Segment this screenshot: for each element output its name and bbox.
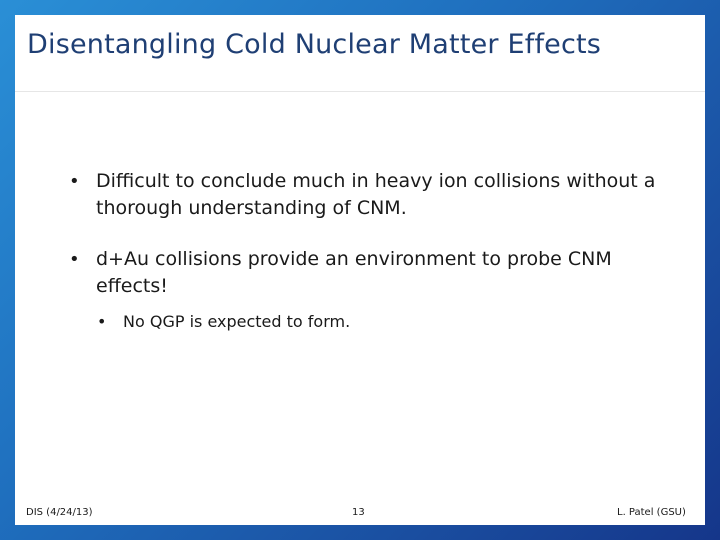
- slide-number: 13: [352, 507, 365, 518]
- bullet-dot-icon: •: [69, 249, 80, 270]
- slide-title: Disentangling Cold Nuclear Matter Effects: [27, 29, 602, 60]
- sub-bullet-item-1: [97, 311, 623, 333]
- bullet-text-1: Difficult to conclude much in heavy ion collisions without a thorough understanding of CNM.: [96, 170, 656, 219]
- footer-right-text: L. Patel (GSU): [617, 507, 686, 518]
- bullet-dot-icon: •: [97, 312, 107, 331]
- bullet-dot-icon: •: [69, 171, 80, 192]
- bullet-item-1: [69, 168, 666, 222]
- footer-left-text: DIS (4/24/13): [26, 507, 93, 518]
- title-bar: [15, 15, 705, 92]
- sub-bullet-text-1: No QGP is expected to form.: [123, 312, 351, 331]
- slide-panel: [15, 15, 705, 525]
- bullet-item-2: [69, 246, 666, 300]
- bullet-text-2: d+Au collisions provide an environment to probe CNM effects!: [96, 248, 612, 297]
